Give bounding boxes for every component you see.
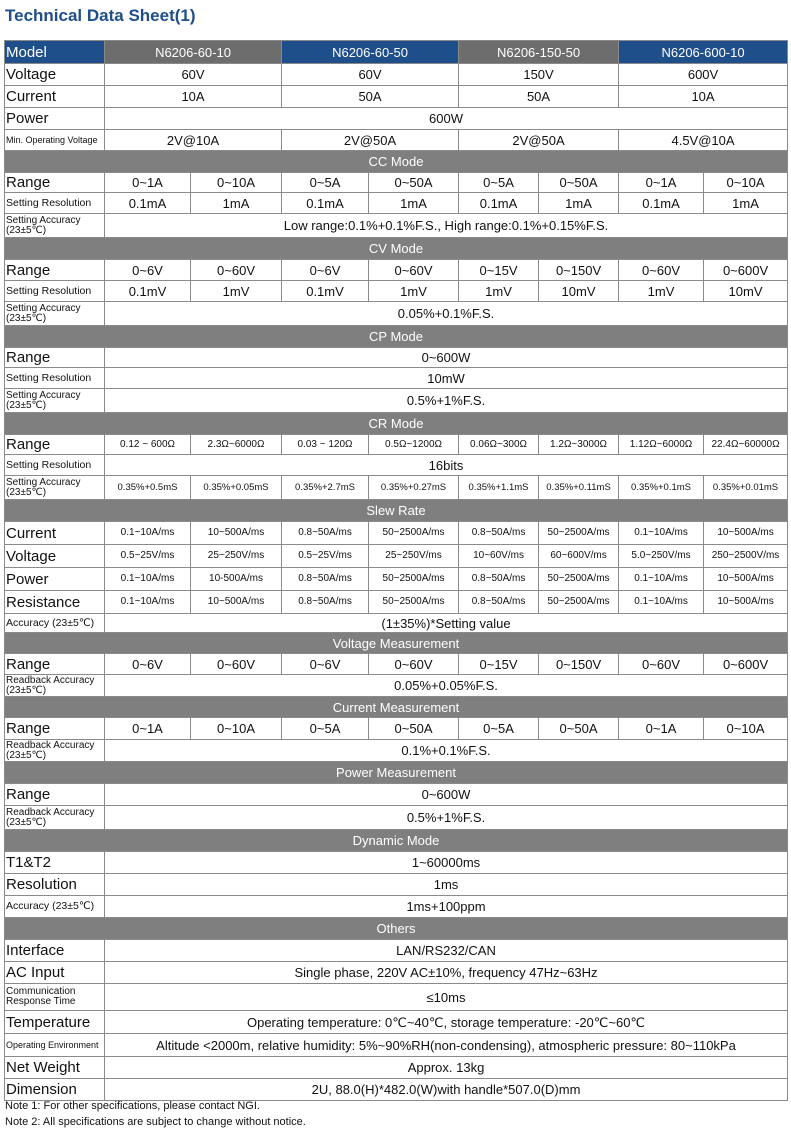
value-cell: 0.35%+0.05mS <box>191 476 282 500</box>
value-cell: 0~10A <box>191 718 282 740</box>
section-header <box>5 238 788 260</box>
model-cell: N6206-150-50 <box>459 41 619 64</box>
table-row <box>5 1034 788 1057</box>
value-cell: 0.1mA <box>459 193 539 214</box>
value-cell: 1~60000ms <box>105 852 788 874</box>
section-title: Slew Rate <box>5 500 788 522</box>
value-cell: 1.2Ω~3000Ω <box>539 435 619 455</box>
value-cell: Single phase, 220V AC±10%, frequency 47Hz~63Hz <box>105 962 788 984</box>
row-label: Range <box>5 435 105 455</box>
table-row <box>5 302 788 326</box>
value-cell: 1ms <box>105 874 788 896</box>
value-cell: 10A <box>105 86 282 108</box>
value-cell: 0.5Ω~1200Ω <box>369 435 459 455</box>
row-label: Setting Resolution <box>5 455 105 476</box>
section-title: CP Mode <box>5 326 788 348</box>
row-label: Range <box>5 260 105 281</box>
min-voltage-row <box>5 130 788 151</box>
table-row <box>5 476 788 500</box>
value-cell: 0.35%+1.1mS <box>459 476 539 500</box>
section-title: Others <box>5 918 788 940</box>
value-cell: 0.5~25V/ms <box>282 545 369 568</box>
value-cell: 0.12 ~ 600Ω <box>105 435 191 455</box>
table-row <box>5 455 788 476</box>
footnote: Note 2: All specifications are subject to change without notice. <box>5 1116 306 1128</box>
section-header <box>5 413 788 435</box>
section-title: CC Mode <box>5 151 788 173</box>
value-cell: 0.03 ~ 120Ω <box>282 435 369 455</box>
value-cell: 0.1mA <box>619 193 704 214</box>
row-label: Range <box>5 784 105 806</box>
value-cell: 0.8~50A/ms <box>459 568 539 591</box>
value-cell: 50~2500A/ms <box>369 591 459 614</box>
row-label: Resolution <box>5 874 105 896</box>
value-cell: 10~500A/ms <box>704 522 788 545</box>
value-cell: 2U, 88.0(H)*482.0(W)with handle*507.0(D)mm <box>105 1079 788 1101</box>
table-row <box>5 591 788 614</box>
value-cell: 0.1~10A/ms <box>105 591 191 614</box>
value-cell: Operating temperature: 0℃~40℃, storage temperature: -20℃~60℃ <box>105 1011 788 1034</box>
value-cell: 1.12Ω~6000Ω <box>619 435 704 455</box>
value-cell: 50~2500A/ms <box>539 568 619 591</box>
value-cell: 0~5A <box>282 173 369 193</box>
table-row <box>5 740 788 762</box>
value-cell: 0.8~50A/ms <box>459 591 539 614</box>
value-cell: 0~600V <box>704 654 788 675</box>
section-header <box>5 762 788 784</box>
value-cell: 50A <box>282 86 459 108</box>
value-cell: 0.8~50A/ms <box>459 522 539 545</box>
row-label: Resistance <box>5 591 105 614</box>
section-header <box>5 500 788 522</box>
footnote: Note 1: For other specifications, please contact NGI. <box>5 1100 260 1112</box>
row-label: Setting Resolution <box>5 193 105 214</box>
value-cell: 25~250V/ms <box>369 545 459 568</box>
value-cell: 0~60V <box>369 654 459 675</box>
row-label: Setting Resolution <box>5 368 105 389</box>
row-label: Setting Accuracy (23±5℃) <box>5 476 105 500</box>
table-row <box>5 348 788 368</box>
value-cell: 0.35%+0.01mS <box>704 476 788 500</box>
value-cell: 0~6V <box>105 654 191 675</box>
row-label: Interface <box>5 940 105 962</box>
value-cell: 0~50A <box>539 718 619 740</box>
value-cell: (1±35%)*Setting value <box>105 614 788 633</box>
table-row <box>5 260 788 281</box>
model-label: Model <box>5 41 105 64</box>
value-cell: 0.35%+0.5mS <box>105 476 191 500</box>
value-cell: Low range:0.1%+0.1%F.S., High range:0.1%+0.15%F.S. <box>105 214 788 238</box>
value-cell: 1mA <box>539 193 619 214</box>
table-row <box>5 568 788 591</box>
row-label: Operating Environment <box>5 1034 105 1057</box>
table-row <box>5 984 788 1011</box>
table-row <box>5 675 788 697</box>
row-label: Setting Accuracy (23±5℃) <box>5 389 105 413</box>
row-label: Dimension <box>5 1079 105 1101</box>
row-label: Temperature <box>5 1011 105 1034</box>
row-label: Range <box>5 173 105 193</box>
value-cell: Altitude <2000m, relative humidity: 5%~90%RH(non-condensing), atmospheric pressure: 80~110kPa <box>105 1034 788 1057</box>
value-cell: 0.1mA <box>105 193 191 214</box>
value-cell: 1mV <box>191 281 282 302</box>
model-cell: N6206-60-50 <box>282 41 459 64</box>
value-cell: 0~50A <box>539 173 619 193</box>
value-cell: 50~2500A/ms <box>369 522 459 545</box>
value-cell: 150V <box>459 64 619 86</box>
value-cell: 0.1~10A/ms <box>105 568 191 591</box>
value-cell: 4.5V@10A <box>619 130 788 151</box>
value-cell: 0.5%+1%F.S. <box>105 806 788 830</box>
row-label: Setting Resolution <box>5 281 105 302</box>
table-row <box>5 368 788 389</box>
value-cell: 25~250V/ms <box>191 545 282 568</box>
value-cell: 0.35%+0.1mS <box>619 476 704 500</box>
table-row <box>5 522 788 545</box>
row-label: Readback Accuracy (23±5℃) <box>5 675 105 697</box>
value-cell: 0.35%+0.11mS <box>539 476 619 500</box>
value-cell: 0.8~50A/ms <box>282 568 369 591</box>
value-cell: 10~500A/ms <box>191 522 282 545</box>
row-label: T1&T2 <box>5 852 105 874</box>
value-cell: 0~5A <box>459 718 539 740</box>
value-cell: 10mV <box>539 281 619 302</box>
row-label: Readback Accuracy (23±5℃) <box>5 740 105 762</box>
value-cell: 60V <box>282 64 459 86</box>
row-label: Readback Accuracy (23±5℃) <box>5 806 105 830</box>
value-cell: 0.8~50A/ms <box>282 591 369 614</box>
voltage-row <box>5 64 788 86</box>
row-label: Net Weight <box>5 1057 105 1079</box>
value-cell: 0.05%+0.05%F.S. <box>105 675 788 697</box>
value-cell: 2V@50A <box>459 130 619 151</box>
row-label: Range <box>5 348 105 368</box>
power-row <box>5 108 788 130</box>
section-header <box>5 633 788 654</box>
section-title: Current Measurement <box>5 697 788 718</box>
table-row <box>5 874 788 896</box>
value-cell: Approx. 13kg <box>105 1057 788 1079</box>
table-row <box>5 852 788 874</box>
value-cell: 1ms+100ppm <box>105 896 788 918</box>
value-cell: 0~60V <box>369 260 459 281</box>
value-cell: 10mV <box>704 281 788 302</box>
value-cell: 0.8~50A/ms <box>282 522 369 545</box>
value-cell: 10~500A/ms <box>191 591 282 614</box>
footnotes <box>5 1098 306 1130</box>
value-cell: 16bits <box>105 455 788 476</box>
value-cell: 1mV <box>619 281 704 302</box>
value-cell: 2.3Ω~6000Ω <box>191 435 282 455</box>
value-cell: 1mA <box>191 193 282 214</box>
value-cell: 250~2500V/ms <box>704 545 788 568</box>
value-cell: ≤10ms <box>105 984 788 1011</box>
spec-table <box>4 40 788 1101</box>
value-cell: 0~150V <box>539 654 619 675</box>
value-cell: 10~500A/ms <box>704 568 788 591</box>
value-cell: 0.1mV <box>282 281 369 302</box>
value-cell: 0~10A <box>191 173 282 193</box>
value-cell: 5.0~250V/ms <box>619 545 704 568</box>
table-row <box>5 940 788 962</box>
value-cell: 1mV <box>459 281 539 302</box>
table-row <box>5 545 788 568</box>
value-cell: 0~1A <box>105 173 191 193</box>
section-header <box>5 918 788 940</box>
row-label: Voltage <box>5 64 105 86</box>
row-label: Setting Accuracy (23±5℃) <box>5 214 105 238</box>
value-cell: 1mA <box>369 193 459 214</box>
page-title: Technical Data Sheet(1) <box>5 6 196 25</box>
value-cell: 1mV <box>369 281 459 302</box>
value-cell: 50A <box>459 86 619 108</box>
table-row <box>5 718 788 740</box>
section-header <box>5 326 788 348</box>
value-cell: 0~600W <box>105 784 788 806</box>
value-cell: 0.35%+2.7mS <box>282 476 369 500</box>
value-cell: 0~6V <box>282 260 369 281</box>
model-cell: N6206-60-10 <box>105 41 282 64</box>
row-label: Power <box>5 568 105 591</box>
value-cell: 0.35%+0.27mS <box>369 476 459 500</box>
value-cell: 0.5%+1%F.S. <box>105 389 788 413</box>
table-row <box>5 806 788 830</box>
value-cell: 22.4Ω~60000Ω <box>704 435 788 455</box>
value-cell: 0.06Ω~300Ω <box>459 435 539 455</box>
section-title: CV Mode <box>5 238 788 260</box>
table-row <box>5 962 788 984</box>
value-cell: 0.5~25V/ms <box>105 545 191 568</box>
table-row <box>5 614 788 633</box>
table-row <box>5 654 788 675</box>
value-cell: 0~60V <box>191 654 282 675</box>
table-row <box>5 173 788 193</box>
value-cell: 2V@10A <box>105 130 282 151</box>
row-label: Accuracy (23±5℃) <box>5 896 105 918</box>
table-row <box>5 435 788 455</box>
section-title: Dynamic Mode <box>5 830 788 852</box>
value-cell: 0~50A <box>369 173 459 193</box>
value-cell: 10mW <box>105 368 788 389</box>
row-label: Accuracy (23±5℃) <box>5 614 105 633</box>
value-cell: 0.05%+0.1%F.S. <box>105 302 788 326</box>
value-cell: 10~500A/ms <box>704 591 788 614</box>
value-cell: 0~50A <box>369 718 459 740</box>
value-cell: 0~60V <box>191 260 282 281</box>
row-label: Communication Response Time <box>5 984 105 1011</box>
value-cell: 0.1~10A/ms <box>619 568 704 591</box>
value-cell: 1mA <box>704 193 788 214</box>
row-label: Current <box>5 522 105 545</box>
value-cell: 0.1~10A/ms <box>105 522 191 545</box>
value-cell: LAN/RS232/CAN <box>105 940 788 962</box>
section-header <box>5 830 788 852</box>
table-row <box>5 896 788 918</box>
table-row <box>5 281 788 302</box>
value-cell: 0~10A <box>704 173 788 193</box>
section-title: Voltage Measurement <box>5 633 788 654</box>
value-cell: 2V@50A <box>282 130 459 151</box>
value-cell: 0~60V <box>619 654 704 675</box>
section-header <box>5 151 788 173</box>
table-row <box>5 193 788 214</box>
value-cell: 60V <box>105 64 282 86</box>
value-cell: 10-500A/ms <box>191 568 282 591</box>
value-cell: 0~15V <box>459 654 539 675</box>
table-row <box>5 784 788 806</box>
value-cell: 600W <box>105 108 788 130</box>
value-cell: 600V <box>619 64 788 86</box>
model-cell: N6206-600-10 <box>619 41 788 64</box>
value-cell: 50~2500A/ms <box>539 522 619 545</box>
value-cell: 0~1A <box>619 173 704 193</box>
row-label: Current <box>5 86 105 108</box>
value-cell: 0~600V <box>704 260 788 281</box>
value-cell: 0~60V <box>619 260 704 281</box>
table-row <box>5 214 788 238</box>
row-label: Range <box>5 718 105 740</box>
section-title: Power Measurement <box>5 762 788 784</box>
value-cell: 0.1mV <box>105 281 191 302</box>
value-cell: 0.1~10A/ms <box>619 522 704 545</box>
row-label: Range <box>5 654 105 675</box>
value-cell: 0~10A <box>704 718 788 740</box>
value-cell: 0~1A <box>619 718 704 740</box>
table-row <box>5 389 788 413</box>
table-row <box>5 1011 788 1034</box>
value-cell: 0.1~10A/ms <box>619 591 704 614</box>
value-cell: 0~150V <box>539 260 619 281</box>
value-cell: 0.1mA <box>282 193 369 214</box>
row-label: Voltage <box>5 545 105 568</box>
section-header <box>5 697 788 718</box>
value-cell: 0~600W <box>105 348 788 368</box>
row-label: AC Input <box>5 962 105 984</box>
row-label: Min. Operating Voltage <box>5 130 105 151</box>
value-cell: 10~60V/ms <box>459 545 539 568</box>
value-cell: 0~5A <box>459 173 539 193</box>
value-cell: 0~6V <box>282 654 369 675</box>
value-cell: 60~600V/ms <box>539 545 619 568</box>
row-label: Setting Accuracy (23±5℃) <box>5 302 105 326</box>
value-cell: 10A <box>619 86 788 108</box>
value-cell: 0~1A <box>105 718 191 740</box>
table-row <box>5 1057 788 1079</box>
value-cell: 50~2500A/ms <box>539 591 619 614</box>
model-row <box>5 41 788 64</box>
value-cell: 0.1%+0.1%F.S. <box>105 740 788 762</box>
value-cell: 0~6V <box>105 260 191 281</box>
value-cell: 0~15V <box>459 260 539 281</box>
current-row <box>5 86 788 108</box>
value-cell: 0~5A <box>282 718 369 740</box>
row-label: Power <box>5 108 105 130</box>
section-title: CR Mode <box>5 413 788 435</box>
value-cell: 50~2500A/ms <box>369 568 459 591</box>
